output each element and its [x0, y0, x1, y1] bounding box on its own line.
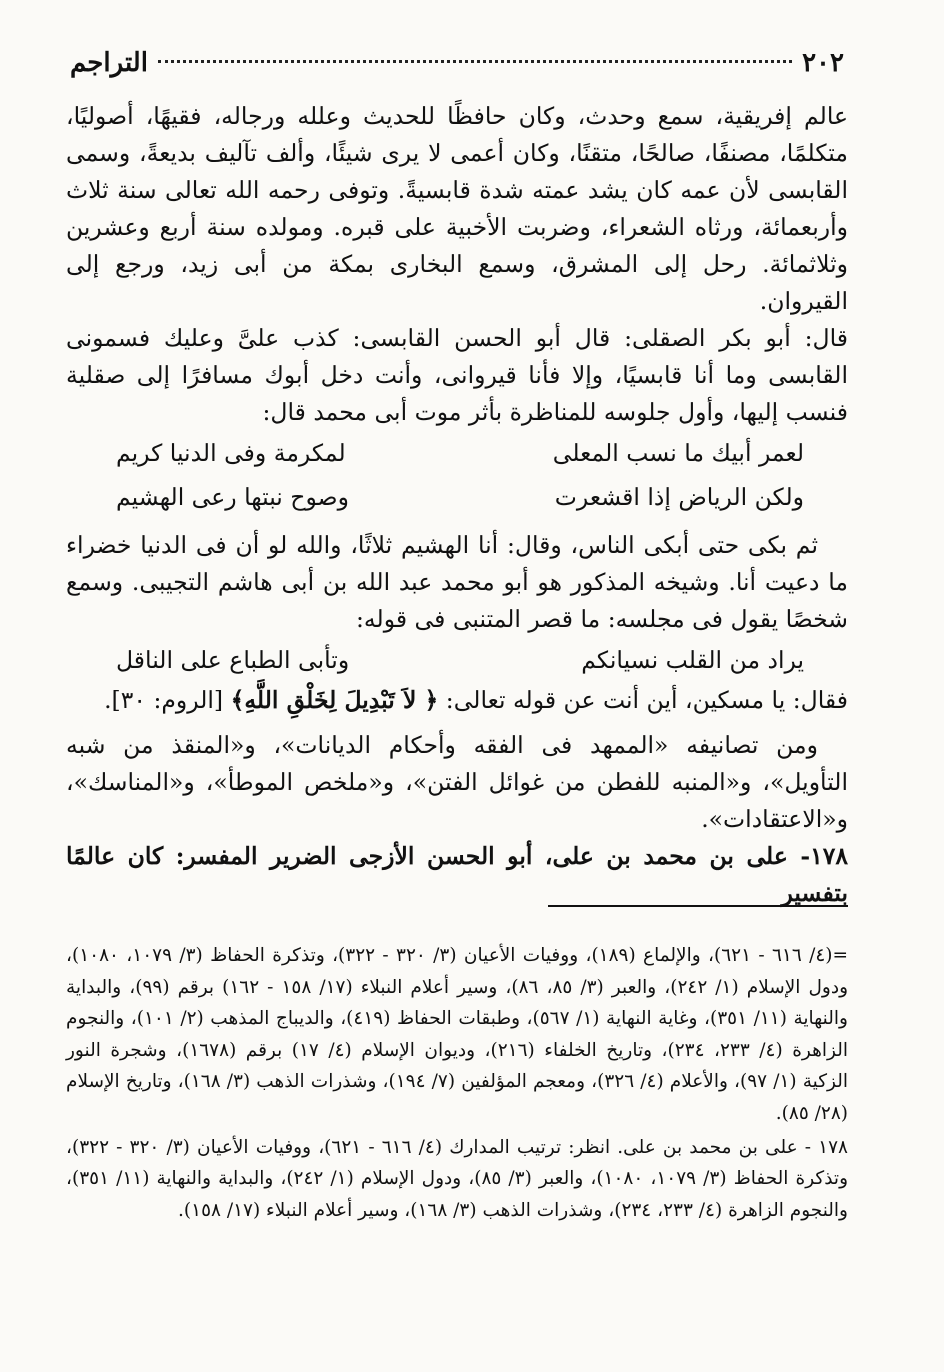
- verse-2-first-hemistich: ولكن الرياض إذا اقشعرت: [554, 483, 804, 511]
- page-number: ٢٠٢: [802, 48, 844, 78]
- verse-1-second-hemistich: لمكرمة وفى الدنيا كريم: [116, 439, 346, 467]
- paragraph-1: عالم إفريقية، سمع وحدث، وكان حافظًا للحديث وعلله ورجاله، فقيهًا، أصوليًا، متكلمًا، مصنفًا، صالحًا، متقنًا، وكان أعمى لا يرى شيئًا، وألف تآليف بديعةً، وسمى القابسى لأن عمه كان يشد عمته شدة قابسيةً. وتوفى رحمه الله تعالى سنة ثلاث وأربعمائة، ورثاه الشعراء، وضربت الأخبية على قبره. ومولده سنة أربع وعشرين وثلاثمائة. رحل إلى المشرق، وسمع البخارى بمكة من أبى زيد، ورجع إلى القيروان.: [66, 102, 848, 315]
- quran-reference: [الروم: ٣٠].: [104, 686, 231, 714]
- paragraph-4: [66, 682, 848, 719]
- footnotes: [66, 940, 848, 1226]
- paragraph-5: ومن تصانيفه «الممهد فى الفقه وأحكام الديانات»، و«المنقذ من شبه التأويل»، و«المنبه للفطن من غوائل الفتن»، و«ملخص الموطأ»، و«المناسك»، و«الاعتقادات».: [66, 731, 848, 833]
- quran-quote: ﴿ لاَ تَبْدِيلَ لِخَلْقِ اللَّهِ﴾: [230, 686, 439, 714]
- footnote-separator: [548, 905, 848, 907]
- paragraph-2: قال: أبو بكر الصقلى: قال أبو الحسن القابسى: كذب علىَّ وعليك فسمونى القابسى وما أنا قابسيًا، وإلا فأنا قيروانى، وأنت دخل أبوك مسافرًا إلى صقلية فنسب إليها، وأول جلوسه للمناظرة بأثر موت أبى محمد قال:: [66, 324, 848, 426]
- verse-2-second-hemistich: وصوح نبتها رعى الهشيم: [116, 483, 349, 511]
- verse-1-first-hemistich: لعمر أبيك ما نسب المعلى: [552, 439, 804, 467]
- entry-178-heading: ١٧٨- على بن محمد بن على، أبو الحسن الأزجى الضرير المفسر: كان عالمًا بتفسير: [66, 842, 848, 907]
- footnote-178: ١٧٨ - على بن محمد بن على. انظر: ترتيب المدارك (٤/ ٦١٦ - ٦٢١)، ووفيات الأعيان (٣/ ٣٢٠ - ٣٢٢)، وتذكرة الحفاظ (٣/ ١٠٧٩، ١٠٨٠)، والعبر (٣/ ٨٥)، ودول الإسلام (١/ ٢٤٢)، والبداية والنهاية (١١/ ٣٥١)، والنجوم الزاهرة (٤/ ٢٣٣، ٢٣٤)، وشذرات الذهب (٣/ ١٦٨)، وسير أعلام النبلاء (١٧/ ١٥٨).: [66, 1136, 849, 1221]
- footnote-continuation: =(٤/ ٦١٦ - ٦٢١)، والإلماع (١٨٩)، ووفيات الأعيان (٣/ ٣٢٠ - ٣٢٢)، وتذكرة الحفاظ (٣/ ١٠٧٩، ١٠٨٠)، ودول الإسلام (١/ ٢٤٢)، والعبر (٣/ ٨٥، ٨٦)، وسير أعلام النبلاء (١٧/ ١٥٨ - ١٦٢) برقم (٩٩)، والبداية والنهاية (١١/ ٣٥١)، وغاية النهاية (١/ ٥٦٧)، وطبقات الحفاظ (٤١٩)، والديباج المذهب (٢/ ١٠١)، والنجوم الزاهرة (٤/ ٢٣٣، ٢٣٤)، وتاريخ الخلفاء (٢١٦)، وديوان الإسلام (٤/ ١٧) برقم (١٦٧٨)، وشجرة النور الزكية (١/ ٩٧)، والأعلام (٤/ ٣٢٦)، ومعجم المؤلفين (٧/ ١٩٤)، وشذرات الذهب (٣/ ١٦٨)، وتاريخ الإسلام (٢٨/ ٨٥).: [66, 945, 849, 1124]
- paragraph-3: ثم بكى حتى أبكى الناس، وقال: أنا الهشيم ثلاثًا، والله لو أن فى الدنيا خضراء ما دعيت أنا. وشيخه المذكور هو أبو محمد عبد الله بن أبى هاشم التجيبى. وسمع شخصًا يقول فى مجلسه: ما قصر المتنبى فى قوله:: [66, 531, 848, 633]
- verse-line-1: [66, 431, 848, 475]
- verse-3-second-hemistich: وتأبى الطباع على الناقل: [116, 646, 350, 674]
- verse-3-first-hemistich: يراد من القلب نسيانكم: [581, 646, 804, 674]
- verse-line-2: [66, 475, 848, 519]
- verse-line-3: [66, 638, 848, 682]
- running-title: التراجم: [70, 48, 148, 78]
- page-header: [70, 48, 844, 92]
- header-dotted-leader: [158, 60, 792, 63]
- paragraph-4-lead: فقال: يا مسكين، أين أنت عن قوله تعالى:: [438, 686, 848, 714]
- main-text: [66, 98, 848, 912]
